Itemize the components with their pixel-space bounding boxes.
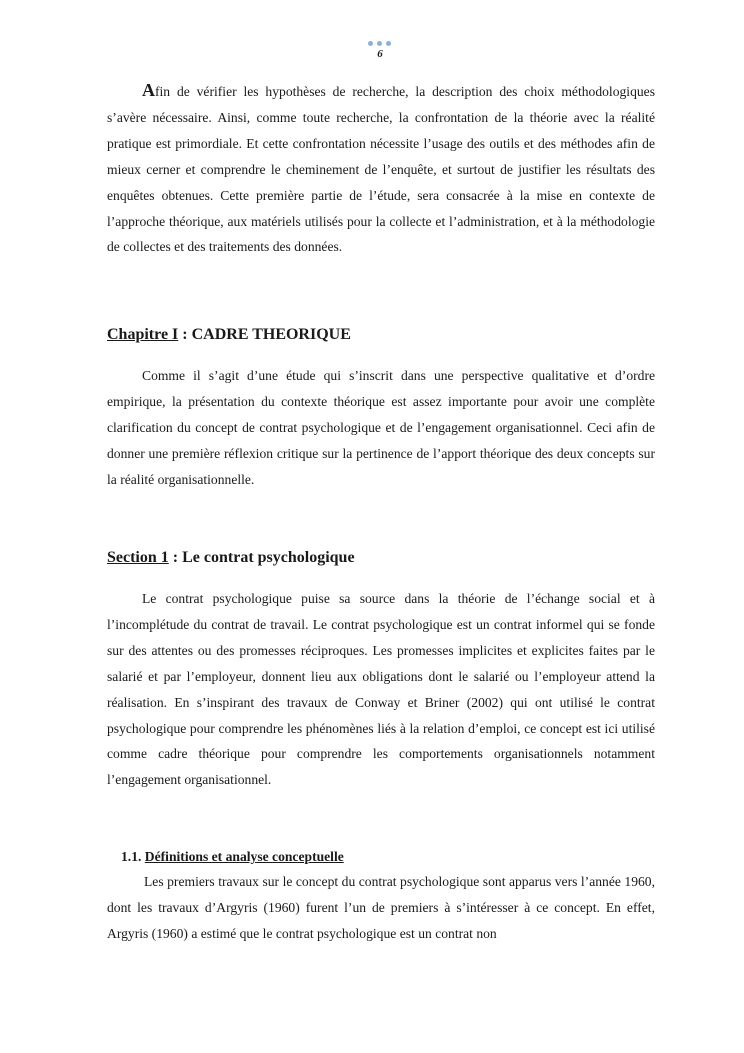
section-title: : Le contrat psychologique xyxy=(168,549,355,566)
intro-dropcap: A xyxy=(142,80,155,100)
chapter-label: Chapitre I xyxy=(107,326,179,343)
section-heading xyxy=(107,549,355,567)
ornament-dot xyxy=(386,41,391,46)
intro-text: fin de vérifier les hypothèses de recherche, la description des choix méthodologiques s’avère nécessaire. Ainsi, comme toute recherche, la confrontation de la théorie avec la réalité pratique est primordiale. Et cette confrontation nécessite l’usage des outils et des méthodes afin de mieux cerner et comprendre le cheminement de l’enquête, et surtout de justifier les résultats des enquêtes obtenues. Cette première partie de l’étude, sera consacrée à la mise en contexte de l’approche théorique, aux matériels utilisés pour la collecte et l’administration, et à la méthodologie de collectes et des traitements des données. xyxy=(107,84,655,255)
subsection-heading xyxy=(121,849,344,865)
subsection-paragraph xyxy=(107,869,655,947)
ornament-dot xyxy=(377,41,382,46)
ornament-dot xyxy=(368,41,373,46)
chapter-title: : CADRE THEORIQUE xyxy=(178,326,351,343)
subsection-title: Définitions et analyse conceptuelle xyxy=(144,849,344,864)
section-paragraph xyxy=(107,586,655,793)
intro-paragraph xyxy=(107,78,655,260)
section-text: Le contrat psychologique puise sa source dans la théorie de l’échange social et à l’incomplétude du contrat de travail. Le contrat psychologique est un contrat informel qui se fonde sur des attentes ou des promesses réciproques. Les promesses implicites et explicites faites par le salarié et par l’employeur, donnent lieu aux obligations dont le salarié ou l’employeur attend la réalisation. En s’inspirant des travaux de Conway et Briner (2002) qui ont utilisé le contrat psychologique pour comprendre les phénomènes liés à la relation d’emploi, ce concept est ici utilisé comme cadre théorique pour comprendre les comportements organisationnels notamment l’engagement organisationnel. xyxy=(107,591,655,788)
chapter-heading xyxy=(107,326,351,344)
subsection-text: Les premiers travaux sur le concept du contrat psychologique sont apparus vers l’année 1960, dont les travaux d’Argyris (1960) furent l’un de premiers à s’intéresser à ce concept. En effet, Argyris (1960) a estimé que le contrat psychologique est un contrat non xyxy=(107,874,655,941)
chapter-paragraph xyxy=(107,363,655,493)
page-number: 6 xyxy=(377,48,383,60)
section-label: Section 1 xyxy=(107,549,169,566)
subsection-number: 1.1. xyxy=(121,849,145,864)
chapter-text: Comme il s’agit d’une étude qui s’inscrit dans une perspective qualitative et d’ordre empirique, la présentation du contexte théorique est assez importante pour avoir une complète clarification du concept de contrat psychologique et de l’engagement organisationnel. Ceci afin de donner une première réflexion critique sur la pertinence de l’apport théorique des deux concepts sur la réalité organisationnelle. xyxy=(107,368,655,487)
